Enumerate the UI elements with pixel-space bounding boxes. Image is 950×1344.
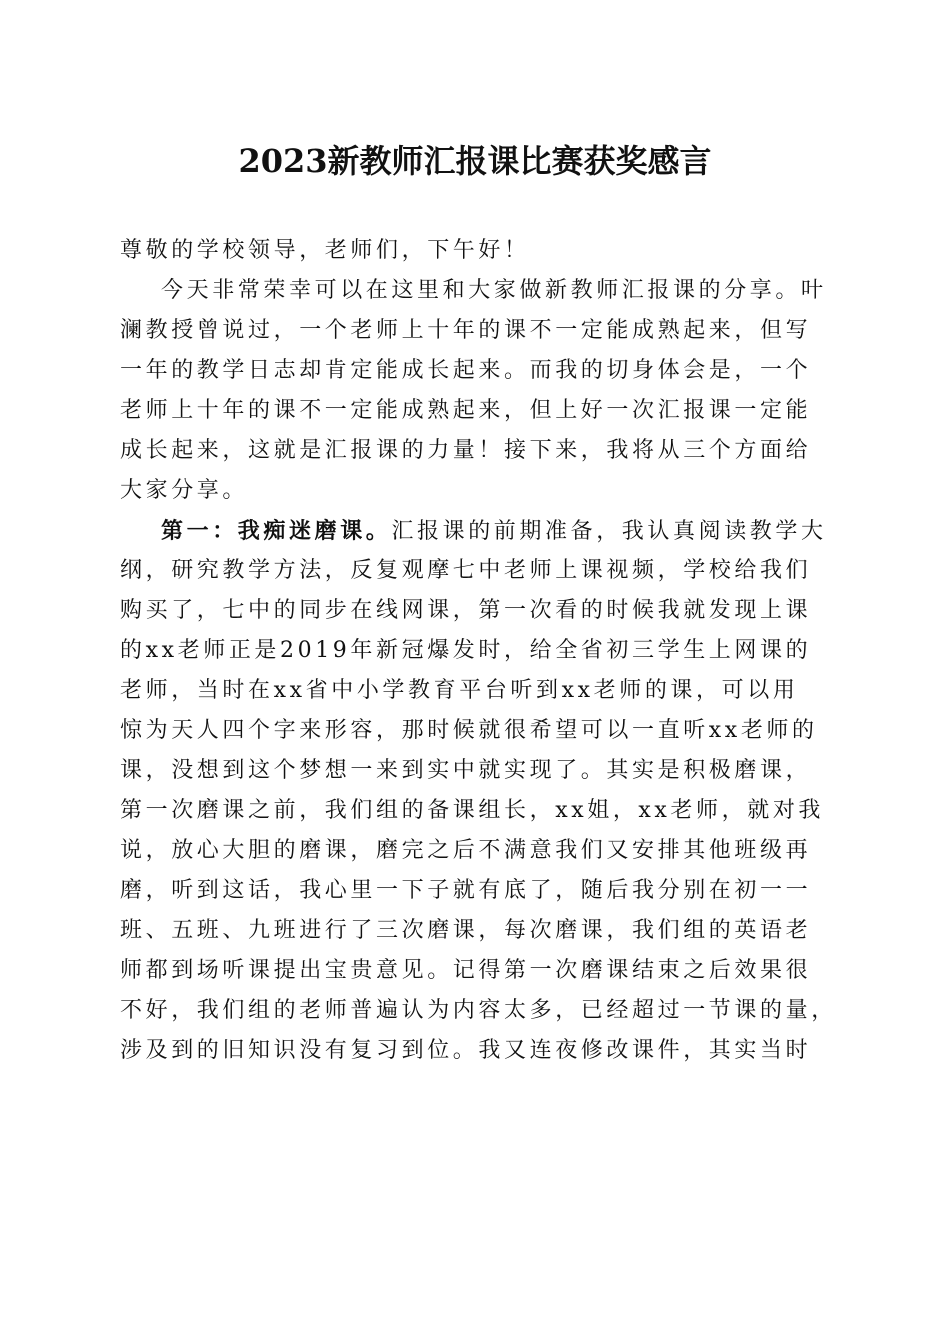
paragraph-2-line: 师都到场听课提出宝贵意见。记得第一次磨课结束之后效果很 <box>120 958 812 983</box>
paragraph-1-line: 大家分享。 <box>120 478 249 503</box>
paragraph-1-line: 老师上十年的课不一定能成熟起来，但上好一次汇报课一定能 <box>120 398 812 423</box>
paragraph-2-line: 购买了，七中的同步在线网课，第一次看的时候我就发现上课 <box>120 598 812 623</box>
paragraph-2-line: 纲，研究教学方法，反复观摩七中老师上课视频，学校给我们 <box>120 558 812 583</box>
paragraph-2-line: 第一次磨课之前，我们组的备课组长，xx姐，xx老师，就对我 <box>120 798 825 823</box>
paragraph-1-line: 今天非常荣幸可以在这里和大家做新教师汇报课的分享。叶 <box>161 278 827 303</box>
paragraph-2-line: 惊为天人四个字来形容，那时候就很希望可以一直听xx老师的 <box>120 718 818 743</box>
paragraph-2-line: 汇报课的前期准备，我认真阅读教学大 <box>391 519 827 544</box>
paragraph-2-line: 涉及到的旧知识没有复习到位。我又连夜修改课件，其实当时 <box>120 1038 812 1063</box>
paragraph-2-line: 磨，听到这话，我心里一下子就有底了，随后我分别在初一一 <box>120 878 812 903</box>
paragraph-2-line: 班、五班、九班进行了三次磨课，每次磨课，我们组的英语老 <box>120 918 812 943</box>
paragraph-2-line: 说，放心大胆的磨课，磨完之后不满意我们又安排其他班级再 <box>120 838 812 863</box>
section-heading-one: 第一：我痴迷磨课。 <box>161 518 392 544</box>
document-title: 2023新教师汇报课比赛获奖感言 <box>238 142 712 180</box>
paragraph-1-line: 成长起来，这就是汇报课的力量！接下来，我将从三个方面给 <box>120 438 812 463</box>
paragraph-2-line: 不好，我们组的老师普遍认为内容太多，已经超过一节课的量， <box>120 998 837 1023</box>
paragraph-1-line: 一年的教学日志却肯定能成长起来。而我的切身体会是，一个 <box>120 358 812 383</box>
greeting-line: 尊敬的学校领导，老师们，下午好！ <box>120 238 530 263</box>
paragraph-2-first-line <box>120 511 832 551</box>
paragraph-2-line: 老师，当时在xx省中小学教育平台听到xx老师的课，可以用 <box>120 678 799 703</box>
paragraph-2-line: 的xx老师正是2019年新冠爆发时，给全省初三学生上网课的 <box>120 638 812 663</box>
paragraph-1-line: 澜教授曾说过，一个老师上十年的课不一定能成熟起来，但写 <box>120 318 812 343</box>
document-body <box>120 231 837 1071</box>
paragraph-2-line: 课，没想到这个梦想一来到实中就实现了。其实是积极磨课， <box>120 758 812 783</box>
